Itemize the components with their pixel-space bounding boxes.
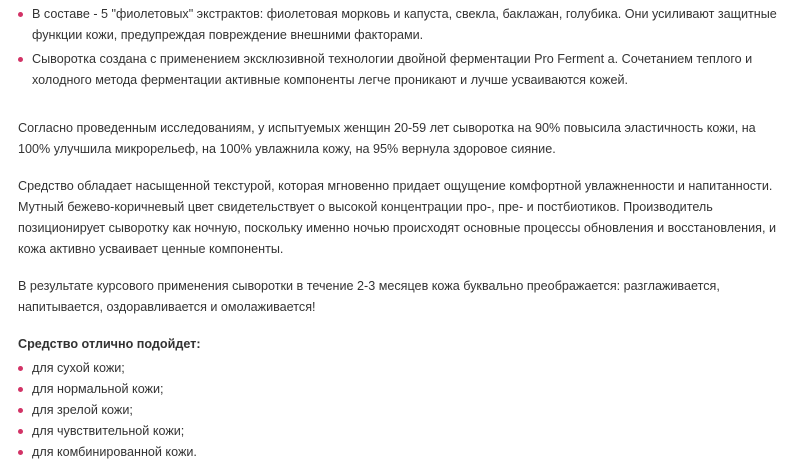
list-item [18,442,778,463]
result-paragraph: В результате курсового применения сыворотки в течение 2-3 месяцев кожа буквально преображается: разглаживается, напитывается, оздоравливается и омолаживается! [18,279,720,314]
product-description [18,4,778,463]
research-paragraph: Согласно проведенным исследованиям, у испытуемых женщин 20-59 лет сыворотка на 90% повысила эластичность кожи, на 100% улучшила микрорельеф, на 100% увлажнила кожу, на 95% вернула здоровое сияние. [18,121,756,156]
bullet-icon [18,12,23,17]
composition-list [18,4,778,91]
list-item [18,379,778,400]
list-item [18,421,778,442]
list-item-text: для сухой кожи; [32,361,125,375]
texture-paragraph: Средство обладает насыщенной текстурой, которая мгновенно придает ощущение комфортной увлажненности и напитанности. Мутный бежево-коричневый цвет свидетельствует о высокой концентрации про-, пре- и постбиотиков. Производитель позиционирует сыворотку как ночную, поскольку именно ночью происходят основные процессы обновления и восстановления, и кожа активно усваивает ценные компоненты. [18,179,776,256]
bullet-icon [18,387,23,392]
list-item-text: для комбинированной кожи. [32,445,197,459]
list-item [18,400,778,421]
list-item-text: для зрелой кожи; [32,403,133,417]
bullet-icon [18,429,23,434]
list-item-text: В составе - 5 "фиолетовых" экстрактов: фиолетовая морковь и капуста, свекла, баклажан, голубика. Они усиливают защитные функции кожи, предупреждая повреждение внешними факторами. [32,7,777,42]
suitable-list [18,358,778,463]
list-item-text: для чувствительной кожи; [32,424,185,438]
suitable-heading: Средство отлично подойдет: [18,337,201,351]
list-item [18,49,778,91]
list-item-text: для нормальной кожи; [32,382,164,396]
list-item [18,4,778,46]
bullet-icon [18,366,23,371]
list-item [18,358,778,379]
list-item-text: Сыворотка создана с применением эксклюзивной технологии двойной ферментации Pro Ferment a. Сочетанием теплого и холодного метода ферментации активные компоненты легче проникают и лучше усваиваются кожей. [32,52,753,87]
bullet-icon [18,408,23,413]
bullet-icon [18,450,23,455]
bullet-icon [18,57,23,62]
